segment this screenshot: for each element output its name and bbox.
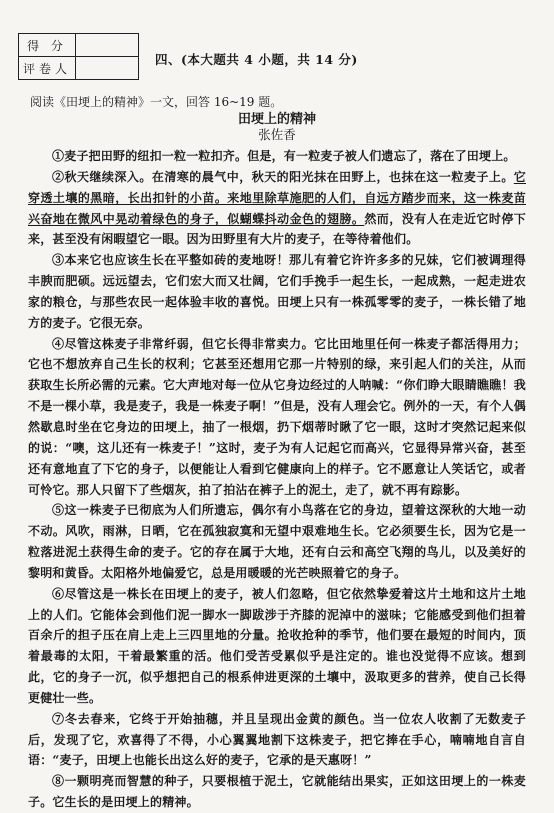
paragraph-text: ⑥尽管这是一株长在田埂上的麦子，被人们忽略，但它依然挚爱着这片土地和这片土地上的人们。它能体会到他们泥一脚水一脚跋涉于齐膝的泥淖中的滋味；它能感受到他们担着百余斤的担子压在肩上走上三四里地的分量。抢收抢种的季节，他们要在最短的时间内，顶着最毒的太阳，干着最繁重的活。他们受苦受累似乎是注定的。谁也没觉得不应该。想到此，它的身子一沉，似乎想把自己的根系伸进更深的土壤中，汲取更多的营养，使自己长得更健壮一些。	[28, 586, 526, 705]
paragraph-text: ②秋天继续深入。在清寒的晨气中，秋天的阳光抹在田野上，也抹在这一粒麦子上。	[52, 169, 514, 184]
reading-instruction: 阅读《田埂上的精神》一文，回答 16~19 题。	[30, 95, 283, 109]
article-author: 张佐香	[258, 127, 296, 142]
section-title: 四、(本大题共 4 小题，共 14 分)	[155, 52, 358, 67]
article-paragraph	[28, 500, 526, 583]
article-paragraph	[28, 709, 526, 772]
article-paragraph	[28, 771, 526, 813]
article-title: 田埂上的精神	[237, 112, 316, 127]
article-paragraph	[28, 250, 526, 333]
paragraph-text: ⑧一颗明亮而智慧的种子，只要根植于泥土，它就能结出果实，正如这田埂上的一株麦子。它生长的是田埂上的精神。	[28, 774, 526, 810]
article-paragraph	[28, 167, 526, 250]
grader-box	[76, 57, 139, 80]
paragraph-text: ⑦冬去春来，它终于开始抽穗，并且呈现出金黄的颜色。当一位农人收割了无数麦子后，发现了它，欢喜得了不得，小心翼翼地割下这株麦子，把它捧在手心，喃喃地自言自语：“麦子，田埂上也能长出这么好的麦子，它承的是天惠呀！”	[28, 711, 526, 768]
score-label: 得 分	[19, 34, 76, 57]
article-paragraph	[28, 334, 526, 501]
article-paragraph	[28, 584, 526, 709]
article-body	[28, 146, 526, 813]
grader-label: 评卷人	[19, 57, 76, 80]
paragraph-text: ①麦子把田野的纽扣一粒一粒扣齐。但是，有一粒麦子被人们遗忘了，落在了田埂上。	[52, 149, 516, 163]
underlined-sentence: 它穿透土壤的黑暗，长出扣针的小苗。来地里除草施肥的人们，自远方踏步而来，这一株麦苗兴奋地在微风中晃动着绿色的身子，似蝴蝶抖动金色的翅膀。	[28, 169, 526, 226]
paragraph-text: ③本来它也应该生长在平整如砖的麦地呀！那儿有着它许许多多的兄妹，它们被调理得丰腴而肥硕。远远望去，它们宏大而又壮阔，它们手挽手一起生长，一起成熟，一起走进农家的粮仓，与那些农民一起体验丰收的喜悦。田埂上只有一株孤零零的麦子，一株长错了地方的麦子。它很无奈。	[28, 253, 526, 330]
score-table	[18, 33, 139, 80]
score-box	[76, 34, 139, 57]
article-paragraph	[28, 146, 526, 167]
paragraph-text: ⑤这一株麦子已彻底为人们所遗忘，偶尔有小鸟落在它的身边，望着这深秋的大地一动不动。风吹，雨淋，日晒，它在孤独寂寞和无望中艰难地生长。它必须要生长，因为它是一粒落进泥土获得生命的麦子。它的存在属于大地，还有白云和高空飞翔的鸟儿，以及美好的黎明和黄昏。太阳格外地偏爱它，总是用暖暖的光芒映照着它的身子。	[28, 503, 526, 580]
paragraph-text: 然而，没有人在走近它时停下来，甚至没有闲暇望它一眼。因为田野里有大片的麦子，在等待着他们。	[28, 211, 527, 247]
paragraph-text: ④尽管这株麦子非常纤弱，但它长得非常卖力。它比田地里任何一株麦子都活得用力；它也不想放弃自己生长的权利；它甚至还想用它那一片特别的绿，来引起人们的关注，从而获取生长所必需的元素。它大声地对每一位从它身边经过的人呐喊：“你们睁大眼睛瞧瞧！我不是一棵小草，我是麦子，我是一株麦子啊！”但是，没有人理会它。例外的一天，有个人偶然歇息时坐在它身边的田埂上，抽了一根烟，扔下烟蒂时瞅了它一眼，这时才突然记起来似的说：“噢，这儿还有一株麦子！”这时，麦子为有人记起它而高兴，它显得异常兴奋，甚至还有意地直了下它的身子，以便能让人看到它健康向上的样子。它不愿意让人笑话它，或者可怜它。那人只留下了些烟灰，拍了拍沾在裤子上的泥土，走了，就不再有踪影。	[28, 336, 526, 497]
